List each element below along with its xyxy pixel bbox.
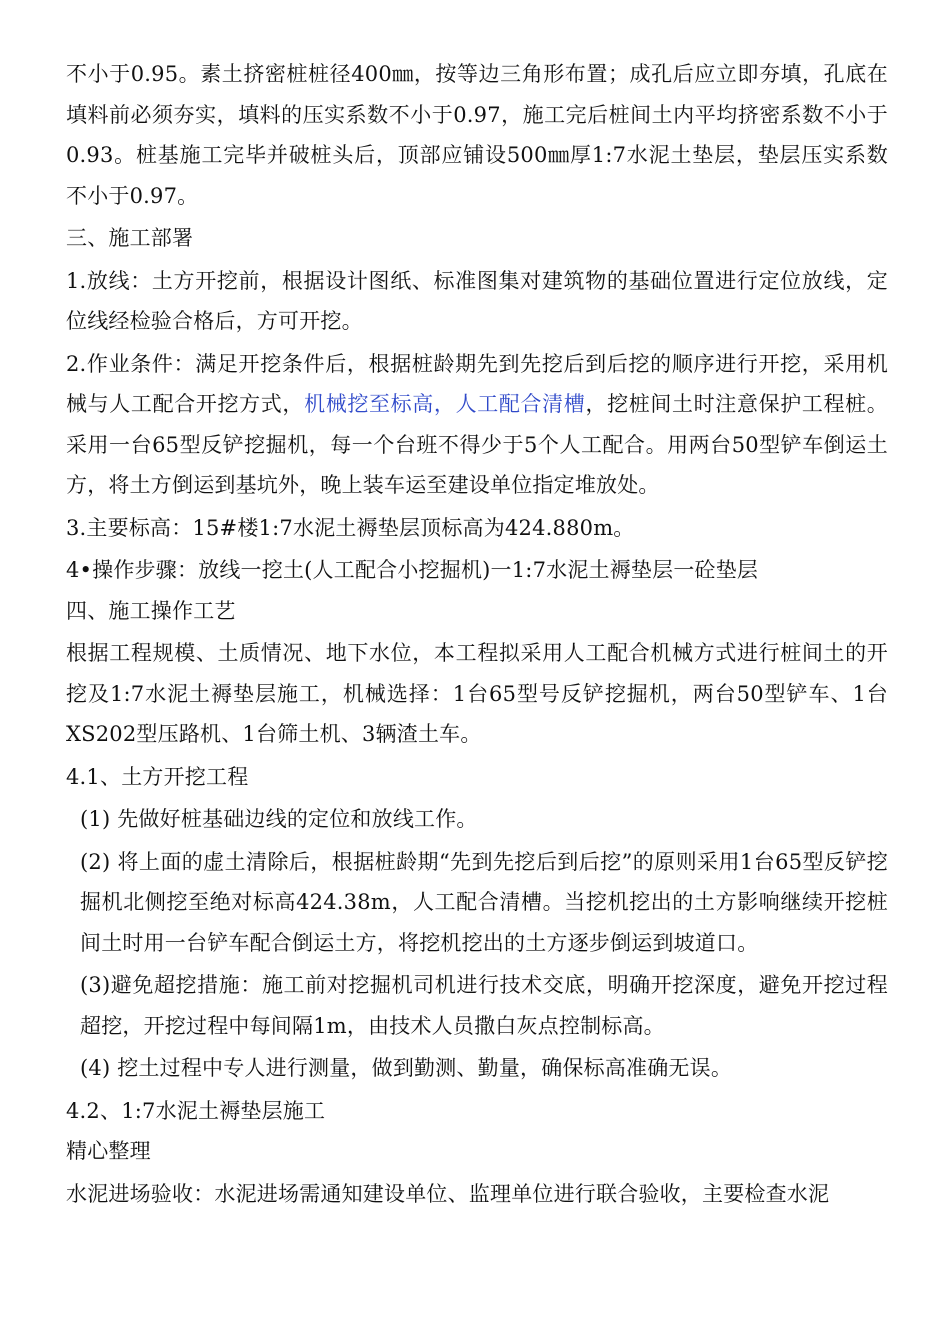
- subsection-heading-4-1: 4.1、土方开挖工程: [66, 764, 249, 789]
- paragraph-step-4: 4•操作步骤：放线一挖土(人工配合小挖掘机)一1:7水泥土褥垫层一砼垫层: [66, 558, 759, 582]
- list-item-1: (1) 先做好桩基础边线的定位和放线工作。: [80, 807, 478, 831]
- paragraph-pile-spec: 不小于0.95。素土挤密桩桩径400㎜，按等边三角形布置；成孔后应立即夯填，孔底在填料前必须夯实，填料的压实系数不小于0.97，施工完后桩间土内平均挤密系数不小于0.93。桩基施工完毕并破桩头后，顶部应铺设500㎜厚1:7水泥土垫层，垫层压实系数不小于0.97。: [66, 62, 888, 208]
- list-item-3: (3)避免超挖措施：施工前对挖掘机司机进行技术交底，明确开挖深度，避免开挖过程超挖，开挖过程中每间隔1m，由技术人员撒白灰点控制标高。: [80, 973, 888, 1038]
- step-2-highlight: 机械挖至标高，人工配合清槽: [304, 392, 586, 416]
- paragraph-step-3: 3.主要标高：15#楼1:7水泥土褥垫层顶标高为424.880m。: [66, 515, 635, 540]
- paragraph-step-2: [66, 344, 888, 506]
- paragraph-process-intro: 根据工程规模、土质情况、地下水位，本工程拟采用人工配合机械方式进行桩间土的开挖及1:7水泥土褥垫层施工，机械选择：1台65型号反铲挖掘机，两台50型铲车、1台XS202型压路机、1台筛土机、3辆渣土车。: [66, 641, 888, 746]
- subsection-heading-4-2: 4.2、1:7水泥土褥垫层施工: [66, 1098, 326, 1123]
- paragraph-cement-inspection: 水泥进场验收：水泥进场需通知建设单位、监理单位进行联合验收，主要检查水泥: [66, 1181, 830, 1206]
- paragraph-step-1: 1.放线：土方开挖前，根据设计图纸、标准图集对建筑物的基础位置进行定位放线，定位线经检验合格后，方可开挖。: [66, 268, 888, 333]
- list-item-2: (2) 将上面的虚土清除后，根据桩龄期“先到先挖后到后挖”的原则采用1台65型反铲挖掘机北侧挖至绝对标高424.38m，人工配合清槽。当挖机挖出的土方影响继续开挖桩间土时用一台铲车配合倒运土方，将挖机挖出的土方逐步倒运到坡道口。: [80, 849, 888, 955]
- section-heading-3: 三、施工部署: [66, 226, 194, 250]
- section-heading-4: 四、施工操作工艺: [66, 598, 236, 623]
- subheading-label: 精心整理: [66, 1139, 151, 1163]
- step-2-text-a: 2.作业条件：满足开挖条件后，根据桩龄期先到先挖后到后挖的顺序进行开挖，采用机械与人工配合开挖方式，: [66, 351, 888, 416]
- step-2-text-b: ，挖桩间土时注意保护工程桩。采用一台65型反铲挖掘机，每一个台班不得少于5个人工配合。用两台50型铲车倒运土方，将土方倒运到基坑外，晚上装车运至建设单位指定堆放处。: [66, 392, 888, 497]
- list-item-4: (4) 挖土过程中专人进行测量，做到勤测、勤量，确保标高准确无误。: [80, 1056, 733, 1080]
